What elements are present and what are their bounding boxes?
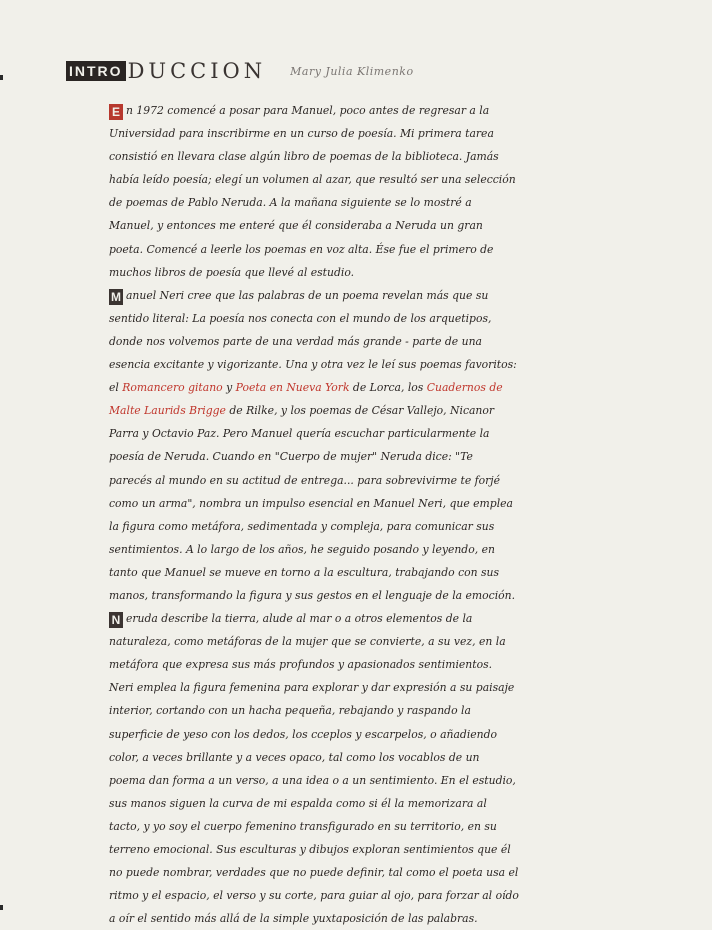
drop-cap-m: M: [111, 289, 121, 304]
title-boxed-letters: INTRO: [66, 61, 126, 81]
author-name: Mary Julia Klimenko: [290, 64, 414, 78]
book-title-romancero: Romancero gitano: [122, 381, 223, 395]
drop-cap-e: E: [109, 104, 123, 120]
paragraph-2-text: anuel Neri cree que las palabras de un poema revelan más que su sentido literal: La poesía nos conecta con el mundo de los arquetipos, donde nos volvemos parte de una verdad más grande - parte de una esencia excitante y vigorizante. Una y otra vez le leí sus poemas favoritos: el: [109, 288, 517, 395]
book-title-cuadernos: Cuadernos de Malte Laurids Brigge: [109, 381, 503, 418]
paragraph-1-text: n 1972 comencé a posar para Manuel, poco antes de regresar a la Universidad para inscribirme en un curso de poesía. Mi primera tarea consistió en llevara clase algún libro de poemas de la biblioteca. Jamás había leído poesía; elegí un volumen al azar, que resultó ser una selección de poemas de Pablo Neruda. A la mañana siguiente se lo mostré a Manuel, y entonces me enteré que él consideraba a Neruda un gran poeta. Comencé a leerle los poemas en voz alta. Ése fue el primero de muchos libros de poesía que llevé al estudio.: [109, 104, 516, 279]
paragraph-2-text: y: [222, 381, 236, 395]
paragraph-2-text: de Rilke, y los poemas de César Vallejo, Nicanor Parra y Octavio Paz. Pero Manuel quería escuchar particularmente la poesía de Neruda. Cuando en "Cuerpo de mujer" Neruda dice: "Te parecés al mundo en su actitud de entrega... para sobrevivirme te forjé como un arma", nombra un impulso esencial en Manuel Neri, que emplea la figura como metáfora, sedimentada y compleja, para comunicar sus sentimientos. A lo largo de los años, he seguido posando y leyendo, en tanto que Manuel se mueve en torno a la escultura, trabajando con sus manos, transformando la figura y sus gestos en el lenguaje de la emoción.: [109, 404, 516, 602]
edge-mark: [0, 75, 3, 80]
paragraph-3: [109, 607, 519, 930]
paragraph-2: [109, 284, 519, 607]
title-remaining-letters: DUCCION: [127, 59, 267, 83]
book-title-poeta-en-nueva-york: Poeta en Nueva York: [235, 381, 350, 395]
edge-mark: [0, 905, 3, 910]
paragraph-1: [109, 99, 519, 284]
paragraph-2-text: de Lorca, los: [349, 381, 427, 395]
paragraph-3-text: eruda describe la tierra, alude al mar o a otros elementos de la naturaleza, como metáforas de la mujer que se convierte, a su vez, en la metáfora que expresa sus más profundos y apasionados sentimientos. Neri emplea la figura femenina para explorar y dar expresión a su paisaje interior, cortando con un hacha pequeña, rebajando y raspando la superficie de yeso con los dedos, los cceplos y escarpelos, o añadiendo color, a veces brillante y a veces opaco, tal como los vocablos de un poema dan forma a un verso, a una idea o a un sentimiento. En el estudio, sus manos siguen la curva de mi espalda como si él la memorizara al tacto, y yo soy el cuerpo femenino transfigurado en su territorio, en su terreno emocional. Sus esculturas y dibujos exploran sentimientos que él no puede nombrar, verdades que no puede definir, tal como el poeta usa el ritmo y el espacio, el verso y su corte, para guiar al ojo, para forzar al oído a oír el sentido más allá de la simple yuxtaposición de las palabras.: [109, 612, 519, 926]
drop-cap-n: N: [109, 612, 123, 628]
title-block: [66, 56, 414, 86]
body-text: [109, 99, 519, 930]
